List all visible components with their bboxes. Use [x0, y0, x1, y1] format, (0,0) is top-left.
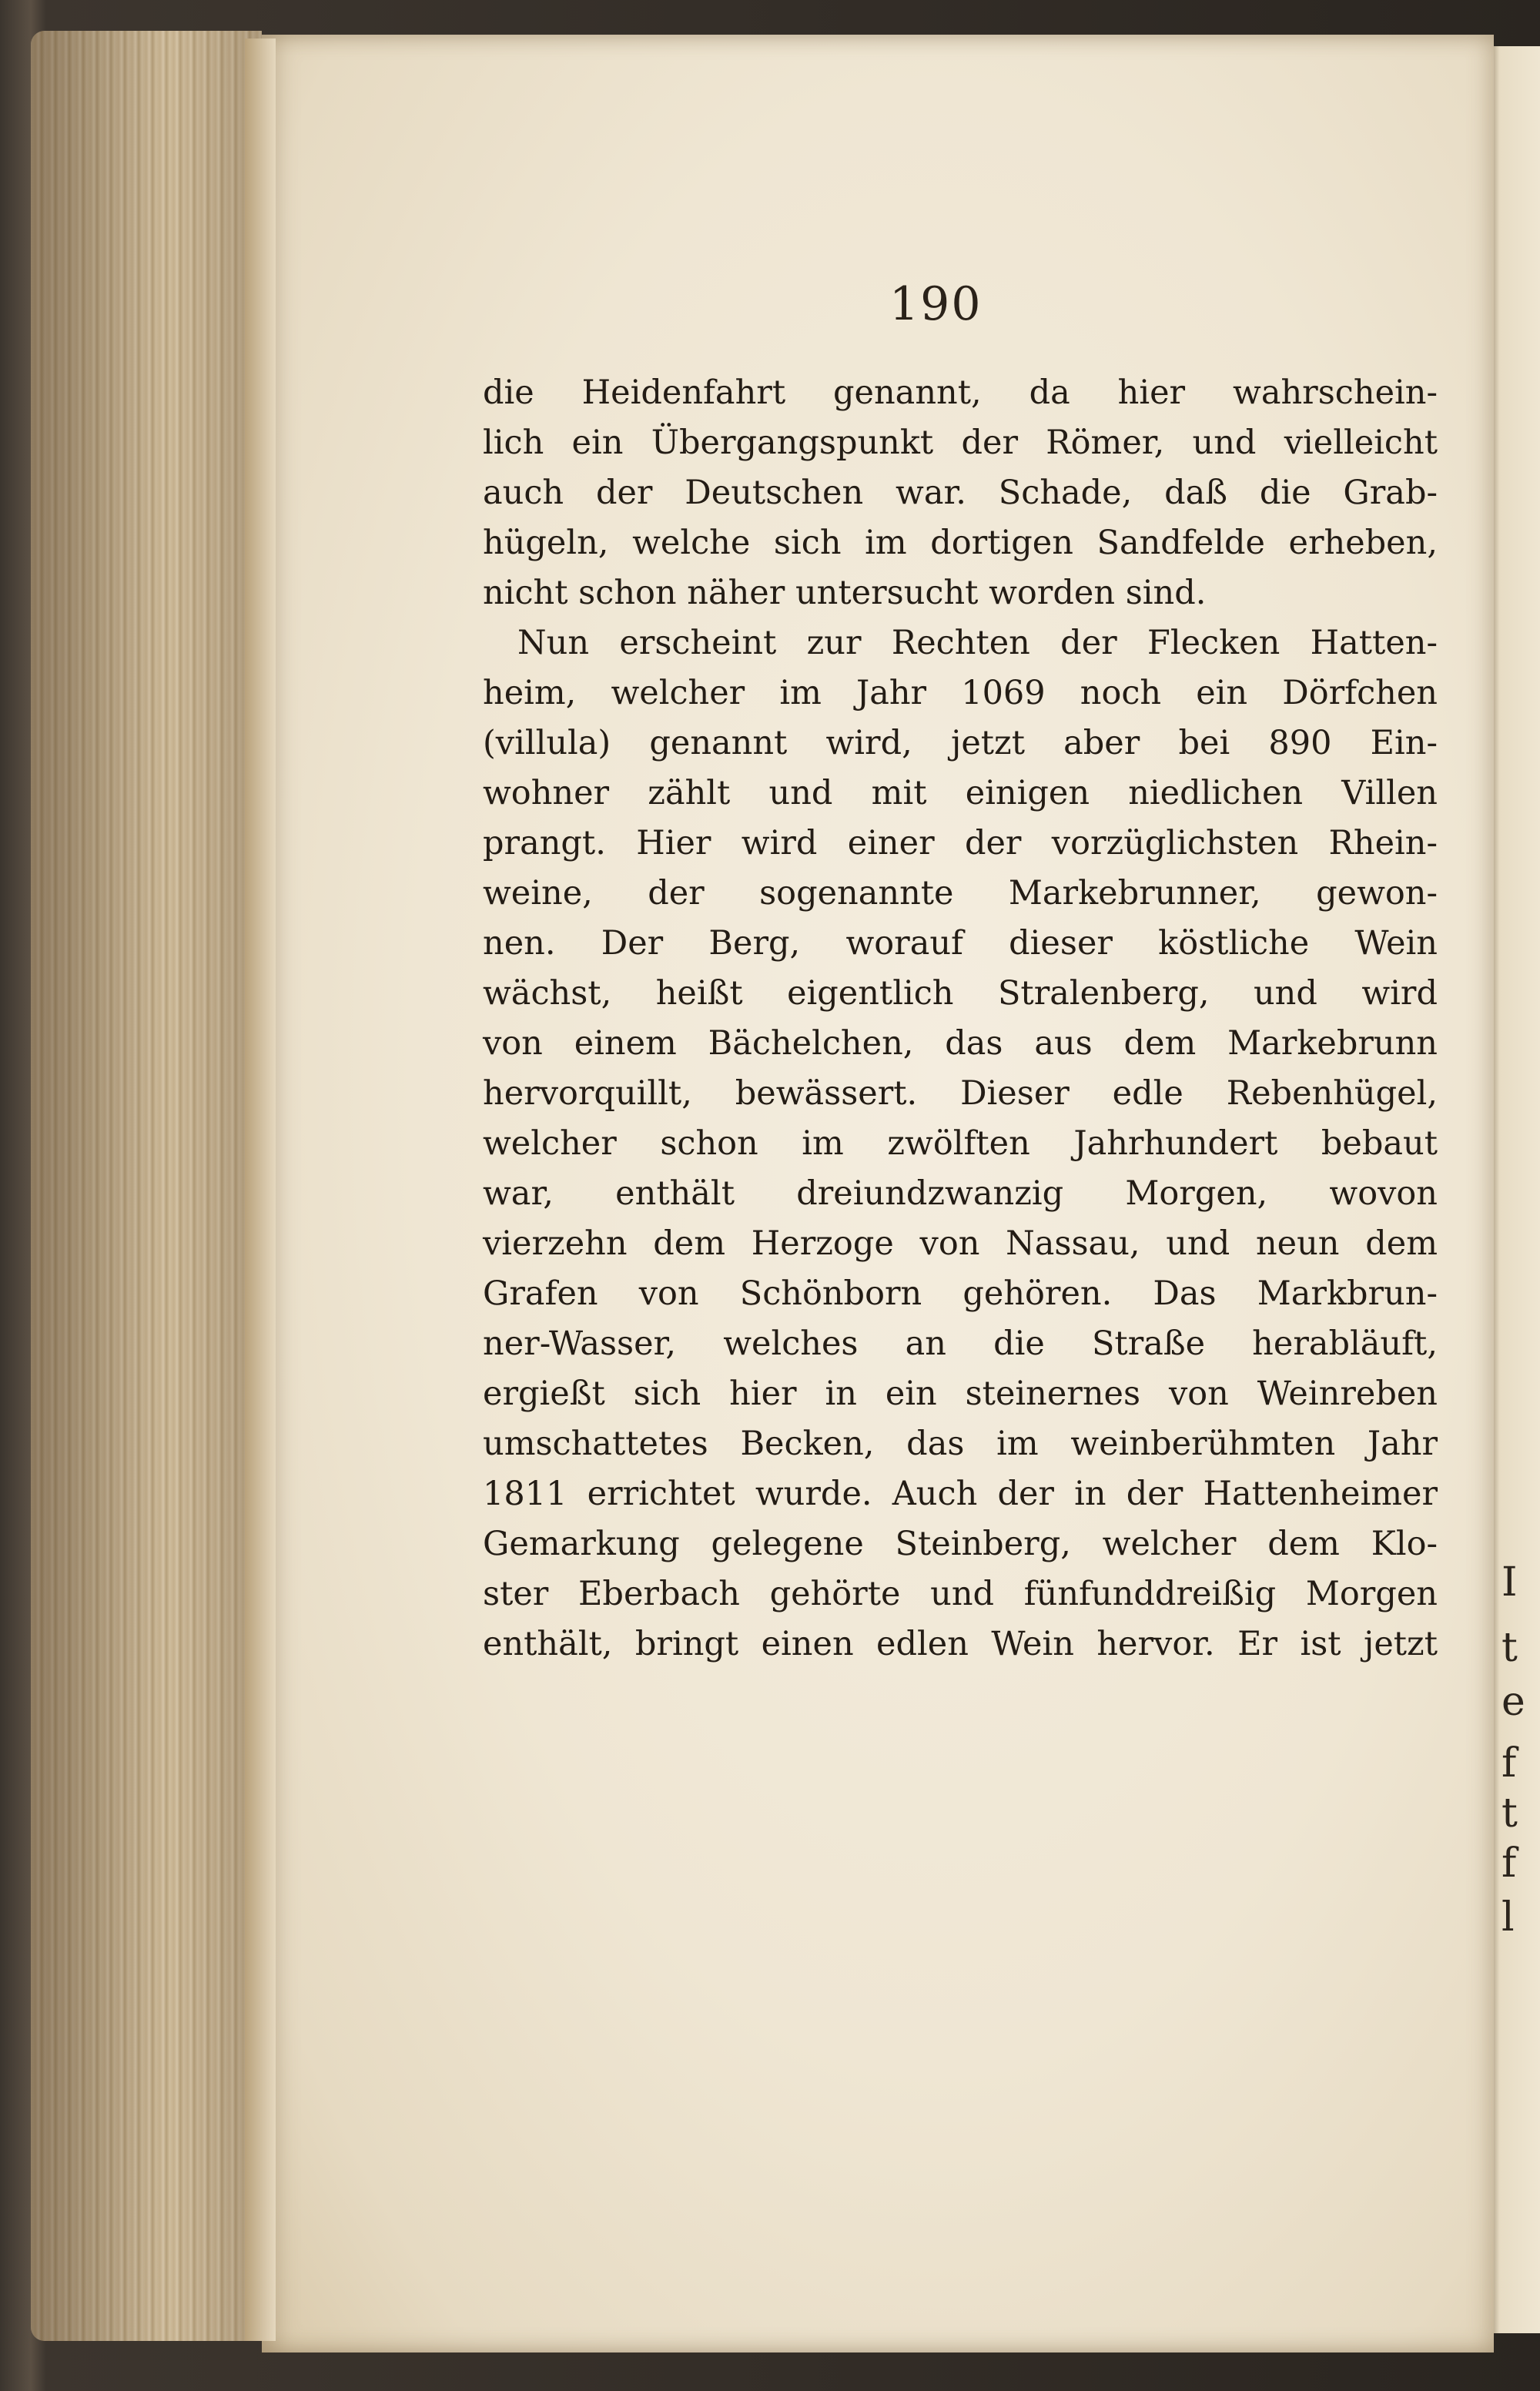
text-line: Nun erscheint zur Rechten der Flecken Hatten-: [517, 624, 1438, 662]
page-body-text: [483, 368, 1438, 1669]
text-line: wächst, heißt eigentlich Stralenberg, und wird: [483, 974, 1438, 1013]
text-line: nicht schon näher untersucht worden sind.: [483, 574, 1207, 612]
text-line: (villula) genannt wird, jetzt aber bei 890 Ein-: [483, 724, 1438, 762]
page-edges-shadow: [31, 31, 262, 2341]
text-line: enthält, bringt einen edlen Wein hervor. Er ist jetzt: [483, 1625, 1438, 1663]
text-line: ster Eberbach gehörte und fünfunddreißig Morgen: [483, 1575, 1438, 1613]
text-line: 1811 errichtet wurde. Auch der in der Hattenheimer: [483, 1475, 1438, 1513]
next-page-glyph: f: [1502, 1840, 1517, 1887]
text-line: hervorquillt, bewässert. Dieser edle Rebenhügel,: [483, 1074, 1438, 1113]
text-line: auch der Deutschen war. Schade, daß die Grab-: [483, 474, 1438, 512]
page-gutter: [245, 39, 276, 2341]
next-page-glyph: e: [1502, 1679, 1525, 1725]
next-page-glyph: I: [1502, 1559, 1518, 1606]
text-line: hügeln, welche sich im dortigen Sandfelde erheben,: [483, 524, 1438, 562]
text-line: prangt. Hier wird einer der vorzüglichsten Rhein-: [483, 824, 1438, 862]
text-line: ergießt sich hier in ein steinernes von Weinreben: [483, 1375, 1438, 1413]
text-line: wohner zählt und mit einigen niedlichen Villen: [483, 774, 1438, 812]
text-line: die Heidenfahrt genannt, da hier wahrschein-: [483, 373, 1438, 412]
text-line: heim, welcher im Jahr 1069 noch ein Dörfchen: [483, 674, 1438, 712]
text-line: nen. Der Berg, worauf dieser köstliche Wein: [483, 924, 1438, 963]
text-line: von einem Bächelchen, das aus dem Markebrunn: [483, 1024, 1438, 1063]
page-number: 190: [889, 277, 983, 331]
text-line: Gemarkung gelegene Steinberg, welcher dem Klo-: [483, 1525, 1438, 1563]
text-line: welcher schon im zwölften Jahrhundert bebaut: [483, 1124, 1438, 1163]
next-page-glyph: f: [1502, 1740, 1517, 1787]
next-page-glyph: t: [1502, 1625, 1518, 1671]
next-page-sliver: [1486, 46, 1540, 2333]
text-line: Grafen von Schönborn gehören. Das Markbrun-: [483, 1274, 1438, 1313]
text-line: war, enthält dreiundzwanzig Morgen, wovon: [483, 1174, 1438, 1213]
text-line: ner-Wasser, welches an die Straße herabläuft,: [483, 1324, 1438, 1363]
next-page-glyph: l: [1502, 1894, 1515, 1941]
text-line: vierzehn dem Herzoge von Nassau, und neun dem: [483, 1224, 1438, 1263]
text-line: umschattetes Becken, das im weinberühmten Jahr: [483, 1425, 1438, 1463]
next-page-glyph: t: [1502, 1790, 1518, 1837]
text-line: weine, der sogenannte Markebrunner, gewon-: [483, 874, 1438, 913]
text-line: lich ein Übergangspunkt der Römer, und vielleicht: [483, 424, 1438, 462]
